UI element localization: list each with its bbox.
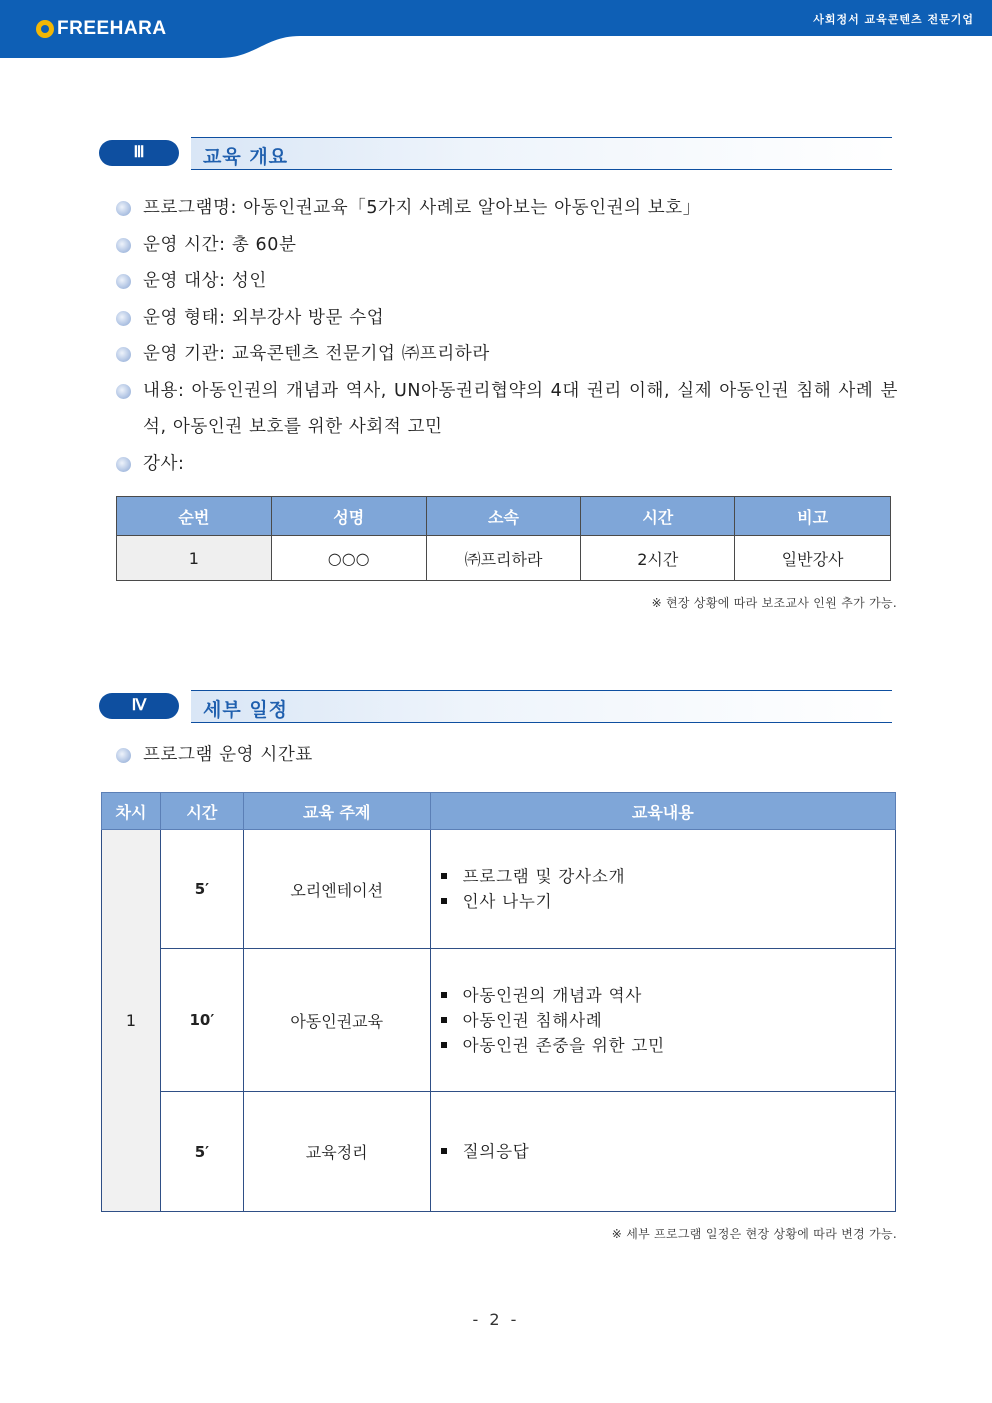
list-item: 아동인권의 개념과 역사 xyxy=(441,983,894,1008)
list-item: 프로그램 운영 시간표 xyxy=(116,737,898,774)
bullet-icon xyxy=(116,274,131,289)
square-bullet-icon xyxy=(441,898,447,904)
header-tagline: 사회정서 교육콘텐츠 전문기업 xyxy=(813,13,974,26)
section-4-badge: Ⅳ xyxy=(99,693,179,719)
list-item: 프로그램 및 강사소개 xyxy=(441,864,894,889)
section-3-header xyxy=(99,137,892,171)
content-cell xyxy=(430,949,895,1092)
list-item: 강사: xyxy=(116,446,898,483)
session-cell: 1 xyxy=(102,830,161,1212)
column-header: 순번 xyxy=(117,497,272,536)
topic-cell: 아동인권교육 xyxy=(243,949,430,1092)
column-header: 소속 xyxy=(426,497,581,536)
table-row xyxy=(117,536,891,581)
column-header: 교육내용 xyxy=(430,793,895,830)
bullet-icon xyxy=(116,238,131,253)
list-item: 운영 대상: 성인 xyxy=(116,263,898,300)
schedule-note: ※ 세부 프로그램 일정은 현장 상황에 따라 변경 가능. xyxy=(611,1227,897,1241)
content-cell xyxy=(430,1092,895,1212)
bullet-icon xyxy=(116,311,131,326)
section-3-badge: Ⅲ xyxy=(99,140,179,166)
content-cell xyxy=(430,830,895,949)
list-item: 운영 시간: 총 60분 xyxy=(116,227,898,264)
list-item: 아동인권 침해사례 xyxy=(441,1008,894,1033)
square-bullet-icon xyxy=(441,1148,447,1154)
table-row xyxy=(102,1092,896,1212)
table-cell: 1 xyxy=(117,536,272,581)
table-cell: ○○○ xyxy=(271,536,426,581)
time-cell: 5′ xyxy=(160,1092,243,1212)
freehara-logo xyxy=(36,18,167,40)
overview-list xyxy=(116,190,898,482)
bullet-icon xyxy=(116,201,131,216)
list-item: 인사 나누기 xyxy=(441,889,894,914)
square-bullet-icon xyxy=(441,992,447,998)
table-cell: ㈜프리하라 xyxy=(426,536,581,581)
table-row xyxy=(102,830,896,949)
list-item: 내용: 아동인권의 개념과 역사, UN아동권리협약의 4대 권리 이해, 실제 아동인권 침해 사례 분석, 아동인권 보호를 위한 사회적 고민 xyxy=(116,373,898,446)
column-header: 시간 xyxy=(581,497,735,536)
list-item: 운영 형태: 외부강사 방문 수업 xyxy=(116,300,898,337)
bullet-icon xyxy=(116,347,131,362)
list-item: 운영 기관: 교육콘텐츠 전문기업 ㈜프리하라 xyxy=(116,336,898,373)
section-4-header xyxy=(99,690,892,724)
list-item: 프로그램명: 아동인권교육「5가지 사례로 알아보는 아동인권의 보호」 xyxy=(116,190,898,227)
column-header: 차시 xyxy=(102,793,161,830)
topic-cell: 교육정리 xyxy=(243,1092,430,1212)
bullet-icon xyxy=(116,384,131,399)
logo-mark-icon xyxy=(36,20,54,38)
list-item: 질의응답 xyxy=(441,1139,894,1164)
column-header: 성명 xyxy=(271,497,426,536)
page-number: - 2 - xyxy=(472,1310,520,1329)
bullet-icon xyxy=(116,748,131,763)
bullet-icon xyxy=(116,457,131,472)
section-4-title-box xyxy=(191,690,892,723)
table-row xyxy=(102,949,896,1092)
section-3-title: 교육 개요 xyxy=(203,146,289,168)
staff-table xyxy=(116,496,891,581)
section-3-title-box xyxy=(191,137,892,170)
staff-note: ※ 현장 상황에 따라 보조교사 인원 추가 가능. xyxy=(651,596,897,610)
list-item: 아동인권 존중을 위한 고민 xyxy=(441,1033,894,1058)
column-header: 비고 xyxy=(735,497,891,536)
section-4-title: 세부 일정 xyxy=(203,699,289,721)
square-bullet-icon xyxy=(441,1017,447,1023)
logo-text: FREEHARA xyxy=(57,18,167,39)
time-cell: 5′ xyxy=(160,830,243,949)
square-bullet-icon xyxy=(441,873,447,879)
time-cell: 10′ xyxy=(160,949,243,1092)
column-header: 교육 주제 xyxy=(243,793,430,830)
schedule-intro-list xyxy=(116,737,898,774)
table-header-row xyxy=(102,793,896,830)
column-header: 시간 xyxy=(160,793,243,830)
table-header-row xyxy=(117,497,891,536)
table-cell: 2시간 xyxy=(581,536,735,581)
schedule-table xyxy=(101,792,896,1212)
square-bullet-icon xyxy=(441,1042,447,1048)
topic-cell: 오리엔테이션 xyxy=(243,830,430,949)
table-cell: 일반강사 xyxy=(735,536,891,581)
